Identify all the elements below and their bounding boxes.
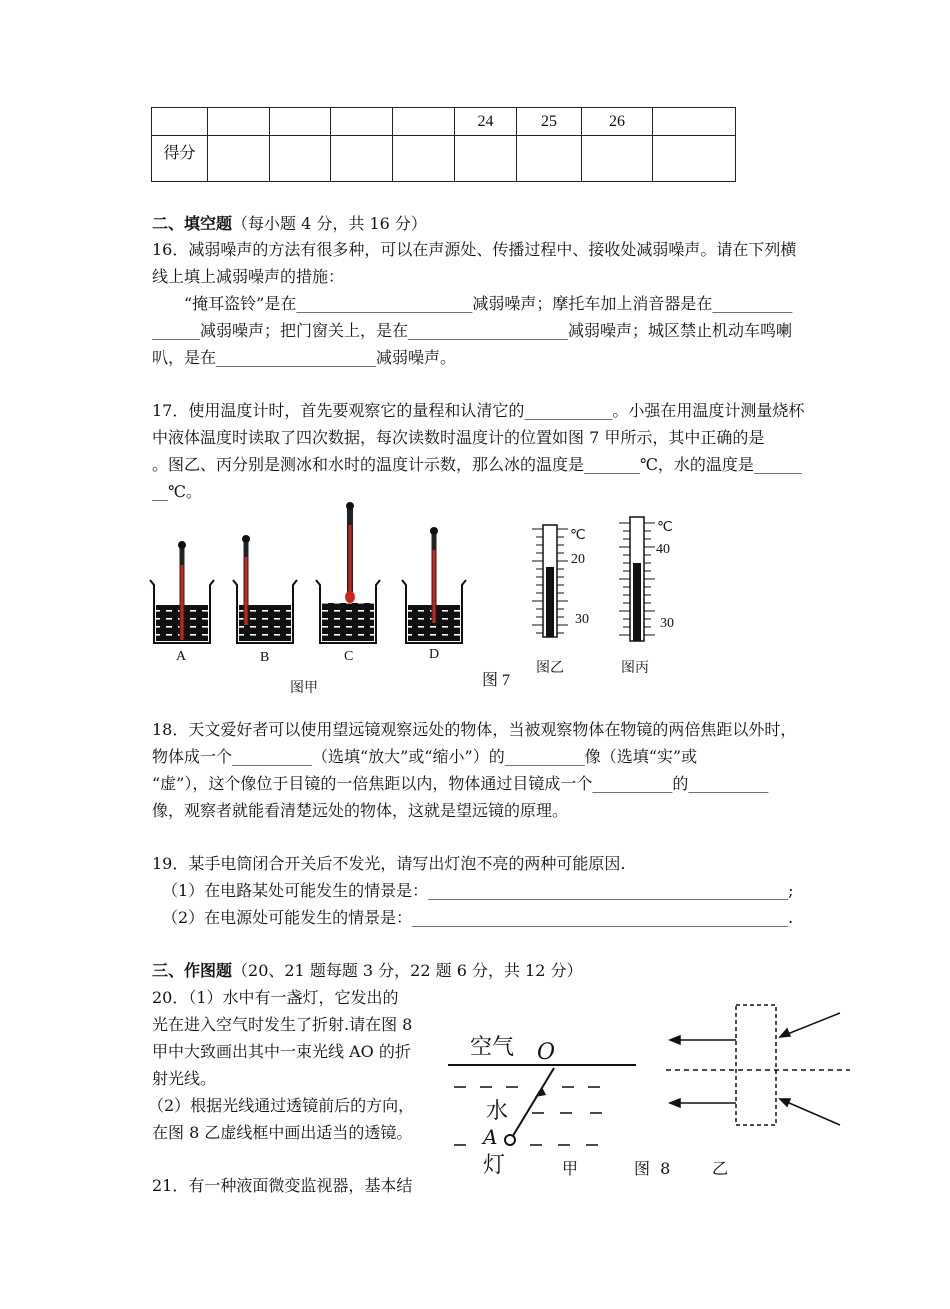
score-header-cell bbox=[152, 108, 208, 136]
score-cell bbox=[517, 136, 582, 182]
fig7-jia-label: 图甲 bbox=[290, 681, 318, 696]
incident-ray-ao bbox=[505, 1068, 554, 1145]
section3-heading bbox=[152, 958, 852, 984]
q16-line3: “掩耳盗铃”是在______________________减弱噪声；摩托车加上消音器是在__________ bbox=[184, 294, 793, 313]
score-cell bbox=[393, 136, 455, 182]
yi-tick-30: 30 bbox=[575, 612, 589, 627]
score-cell bbox=[653, 136, 736, 182]
ray-arrows-right bbox=[780, 1013, 840, 1125]
yi-tick-20: 20 bbox=[571, 552, 585, 567]
score-cell bbox=[582, 136, 653, 182]
ray-arrows-left bbox=[670, 1036, 736, 1107]
beaker-label-c: C bbox=[344, 649, 354, 664]
score-cell bbox=[331, 136, 393, 182]
score-cell bbox=[455, 136, 517, 182]
thermometer-yi bbox=[532, 525, 568, 637]
score-header-cell bbox=[208, 108, 270, 136]
bing-tick-30: 30 bbox=[660, 616, 674, 631]
score-header-cell bbox=[331, 108, 393, 136]
fig8-water-label: 水 bbox=[486, 1099, 509, 1124]
fig8-caption: 图 8 bbox=[634, 1159, 671, 1178]
q18-line3: “虚”），这个像位于目镜的一倍焦距以内，物体通过目镜成一个__________的__________ bbox=[152, 774, 769, 793]
score-row-label: 得分 bbox=[152, 136, 208, 182]
q16-line1: 16．减弱噪声的方法有很多种，可以在声源处、传播过程中、接收处减弱噪声。请在下列横 bbox=[152, 240, 797, 259]
q20-line3: 甲中大致画出其中一束光线 AO 的折 bbox=[152, 1042, 411, 1061]
score-header-cell bbox=[653, 108, 736, 136]
bing-tick-40: 40 bbox=[656, 542, 670, 557]
q16-line5: 叭，是在____________________减弱噪声。 bbox=[152, 348, 457, 367]
fig8-jia-label: 甲 bbox=[562, 1159, 579, 1178]
beaker-c bbox=[316, 502, 380, 643]
bing-unit: ℃ bbox=[657, 520, 673, 535]
q17-line3: 。图乙、丙分别是测冰和水时的温度计示数，那么冰的温度是_______℃，水的温度是______ bbox=[152, 455, 802, 474]
beaker-a bbox=[150, 541, 214, 643]
section3-note: （20、21 题每题 3 分，22 题 6 分，共 12 分） bbox=[232, 961, 583, 980]
q20-line2: 光在进入空气时发生了折射.请在图 8 bbox=[152, 1015, 413, 1034]
score-header-cell bbox=[270, 108, 331, 136]
yi-unit: ℃ bbox=[570, 528, 586, 543]
q19-line2: （1）在电路某处可能发生的情景是：_____________________________________________; bbox=[162, 881, 794, 900]
q17-line1: 17．使用温度计时，首先要观察它的量程和认清它的___________。小强在用温度计测量烧杯 bbox=[152, 401, 805, 420]
fig8-yi-label: 乙 bbox=[712, 1159, 729, 1178]
q19-line1: 19．某手电筒闭合开关后不发光，请写出灯泡不亮的两种可能原因. bbox=[152, 854, 626, 873]
score-header-cell: 26 bbox=[582, 108, 653, 136]
q18-line4: 像，观察者就能看清楚远处的物体，这就是望远镜的原理。 bbox=[152, 801, 569, 820]
thermometer-bing bbox=[619, 517, 655, 641]
score-header-cell: 25 bbox=[517, 108, 582, 136]
q18-line2: 物体成一个__________（选填“放大”或“缩小”）的__________像（选填“实”或 bbox=[152, 747, 698, 766]
q19-line3: （2）在电源处可能发生的情景是：_______________________________________________. bbox=[162, 908, 794, 927]
section2-title: 二、填空题 bbox=[152, 214, 233, 233]
section2-note: （每小题 4 分，共 16 分） bbox=[232, 214, 427, 233]
section2-heading bbox=[152, 211, 852, 237]
q20-line5: （2）根据光线通过透镜前后的方向， bbox=[148, 1096, 415, 1115]
score-header-cell bbox=[393, 108, 455, 136]
q20-line1: 20．（1）水中有一盏灯，它发出的 bbox=[152, 988, 399, 1007]
fig7-caption: 图 7 bbox=[482, 672, 511, 689]
q17-line2: 中液体温度时读取了四次数据，每次读数时温度计的位置如图 7 甲所示，其中正确的是 bbox=[152, 428, 765, 447]
fig8-air-label: 空气 bbox=[470, 1035, 515, 1060]
figure-7 bbox=[140, 495, 700, 695]
q16-line4: ______减弱噪声；把门窗关上，是在____________________减弱噪声；城区禁止机动车鸣喇 bbox=[152, 321, 793, 340]
lens-box bbox=[736, 1005, 776, 1125]
beaker-label-b: B bbox=[260, 650, 270, 665]
fig7-yi-label: 图乙 bbox=[536, 661, 564, 676]
q21-line1: 21．有一种液面微变监视器，基本结 bbox=[152, 1176, 413, 1195]
q16-line2: 线上填上减弱噪声的措施： bbox=[152, 267, 345, 286]
beaker-b bbox=[233, 535, 297, 643]
section3-title: 三、作图题 bbox=[152, 961, 233, 980]
score-table bbox=[151, 107, 736, 182]
score-cell bbox=[270, 136, 331, 182]
fig7-bing-label: 图丙 bbox=[621, 661, 649, 676]
fig8-o-label: O bbox=[537, 1040, 556, 1065]
beaker-label-a: A bbox=[176, 649, 187, 664]
fig8-a-label: A bbox=[483, 1125, 498, 1149]
q18-line1: 18．天文爱好者可以使用望远镜观察远处的物体，当被观察物体在物镜的两倍焦距以外时， bbox=[152, 720, 797, 739]
q17-line4: __℃。 bbox=[152, 482, 202, 501]
beaker-label-d: D bbox=[429, 647, 440, 662]
water-dashes bbox=[454, 1087, 602, 1145]
fig8-lamp-label: 灯 bbox=[483, 1153, 506, 1178]
q20-line4: 射光线。 bbox=[152, 1069, 217, 1088]
score-cell bbox=[208, 136, 270, 182]
score-header-cell: 24 bbox=[455, 108, 517, 136]
q20-line6: 在图 8 乙虚线框中画出适当的透镜。 bbox=[152, 1123, 413, 1142]
beaker-d bbox=[402, 527, 466, 643]
